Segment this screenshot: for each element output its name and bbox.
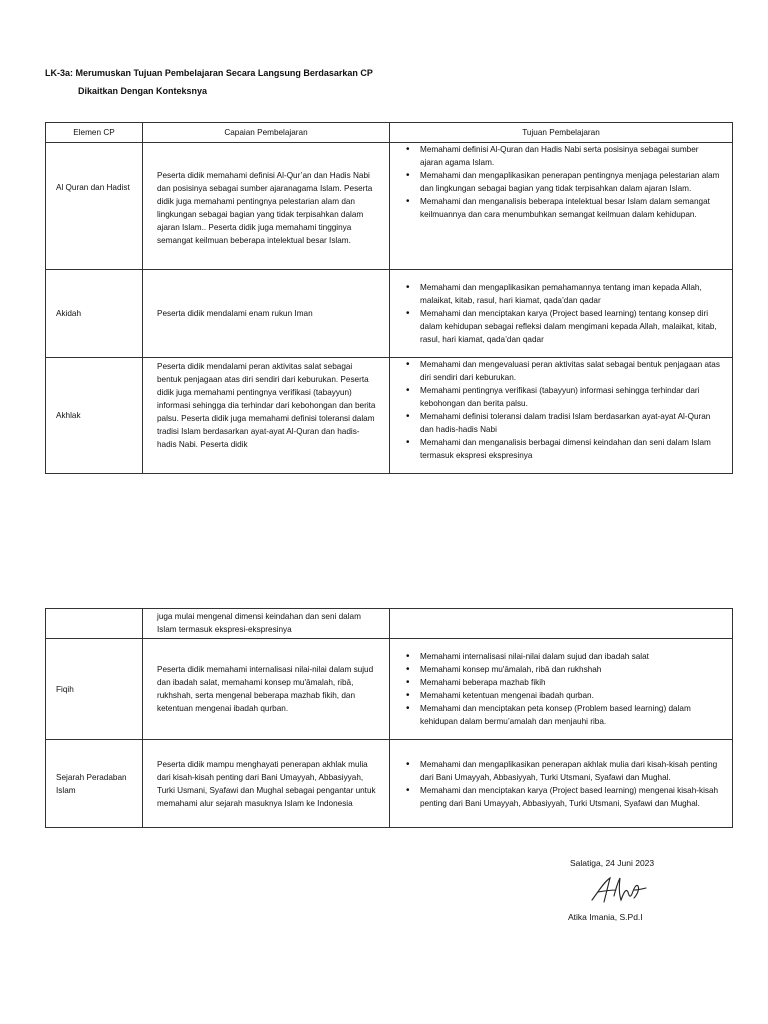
place-date: Salatiga, 24 Juni 2023 — [570, 858, 655, 868]
tujuan-cell — [390, 358, 733, 474]
table-row — [46, 639, 733, 740]
tujuan-item: • Memahami dan menciptakan karya (Project based learning) tentang konsep diri dalam kehidupan sebagai refleksi dalam mengimani kepada Allah, malaikat, kitab, rasul, hari kiamat, qada’dan qadar — [420, 307, 722, 346]
tujuan-item: • Memahami konsep mu'āmalah, ribā dan rukhshah — [420, 663, 722, 676]
tujuan-item: • Memahami dan menganalisis berbagai dimensi keindahan dan seni dalam Islam termasuk ekspresi ekspresinya — [420, 436, 722, 462]
tujuan-item: • Memahami definisi Al-Quran dan Hadis Nabi serta posisinya sebagai sumber ajaran agama Islam. — [420, 143, 722, 169]
tujuan-item: • Memahami dan menciptakan karya (Project based learning) mengenai kisah-kisah penting dari Bani Umayyah, Abbasiyyah, Turki Utsmani, Syafawi dan Mughal. — [420, 784, 722, 810]
tujuan-cell — [390, 609, 733, 639]
tujuan-item: • Memahami internalisasi nilai-nilai dalam sujud dan ibadah salat — [420, 650, 722, 663]
table-row — [46, 270, 733, 358]
tujuan-cell — [390, 143, 733, 270]
document-subtitle: Dikaitkan Dengan Konteksnya — [78, 86, 208, 96]
elemen-cell: Al Quran dan Hadist — [46, 143, 143, 270]
tujuan-item: • Memahami dan mengaplikasikan penerapan pentingnya menjaga pelestarian alam dan lingkungan sebagai bagian yang tidak terpisahkan dalam ajaran Islam. — [420, 169, 722, 195]
handwritten-signature — [588, 872, 648, 908]
capaian-cell: Peserta didik memahami internalisasi nilai-nilai dalam sujud dan ibadah salat, memahami konsep mu'āmalah, ribā, rukhshah, serta mengenal beberapa mazhab fikih, dan ketentuan mengenai ibadah qurban. — [143, 639, 390, 740]
tujuan-item: • Memahami dan menganalisis beberapa intelektual besar Islam dalam semangat keilmuannya dan cara menumbuhkan semangat keilmuan dalam kehidupan. — [420, 195, 722, 221]
capaian-cell: Peserta didik mampu menghayati penerapan akhlak mulia dari kisah-kisah penting dari Bani Umayyah, Abbasiyyah, Turki Usmani, Syafawi dan Mughal sebagai pengantar untuk memahami alur sejarah masuknya Islam ke Indonesia — [143, 740, 390, 828]
tujuan-item: • Memahami ketentuan mengenai ibadah qurban. — [420, 689, 722, 702]
tujuan-cell — [390, 740, 733, 828]
elemen-cell: Sejarah Peradaban Islam — [46, 740, 143, 828]
capaian-continuation-cell: juga mulai mengenal dimensi keindahan dan seni dalam Islam termasuk ekspresi-ekspresinya — [143, 609, 390, 639]
tujuan-item: • Memahami dan mengaplikasikan penerapan akhlak mulia dari kisah-kisah penting dari Bani Umayyah, Abbasiyyah, Turki Utsmani, Syafawi dan Mughal. — [420, 758, 722, 784]
document-title: LK-3a: Merumuskan Tujuan Pembelajaran Secara Langsung Berdasarkan CP — [45, 68, 373, 78]
tujuan-cell — [390, 639, 733, 740]
table-row — [46, 358, 733, 474]
column-header-tujuan: Tujuan Pembelajaran — [390, 123, 733, 143]
tujuan-item: • Memahami dan menciptakan peta konsep (Problem based learning) dalam kehidupan dalam bermu’amalah dan menjauhi riba. — [420, 702, 722, 728]
elemen-cell — [46, 609, 143, 639]
column-header-elemen: Elemen CP — [46, 123, 143, 143]
tujuan-item: • Memahami definisi toleransi dalam tradisi Islam berdasarkan ayat-ayat Al-Quran dan hadis-hadis Nabi — [420, 410, 722, 436]
tujuan-item: • Memahami dan mengevaluasi peran aktivitas salat sebagai bentuk penjagaan atas diri sendiri dari keburukan. — [420, 358, 722, 384]
tujuan-cell — [390, 270, 733, 358]
table-row — [46, 143, 733, 270]
table-header-row — [46, 123, 733, 143]
column-header-capaian: Capaian Pembelajaran — [143, 123, 390, 143]
tujuan-item: • Memahami dan mengaplikasikan pemahamannya tentang iman kepada Allah, malaikat, kitab, rasul, hari kiamat, qada’dan qadar — [420, 281, 722, 307]
cp-table-page1 — [45, 122, 733, 474]
elemen-cell: Akhlak — [46, 358, 143, 474]
table-row — [46, 609, 733, 639]
capaian-cell: Peserta didik memahami definisi Al-Qur’an dan Hadis Nabi dan posisinya sebagai sumber ajaranagama Islam. Peserta didik juga memahami pentingnya pelestarian alam dan lingkungan sebagai bagian yang tidak terpisahkan dalam ajaran Islam.. Peserta didik juga memahami tingginya semangat keilmuan beberapa intelektual besar Islam. — [143, 143, 390, 270]
elemen-cell: Akidah — [46, 270, 143, 358]
capaian-cell: Peserta didik mendalami peran aktivitas salat sebagai bentuk penjagaan atas diri sendiri dari keburukan. Peserta didik juga memahami pentingnya verifikasi (tabayyun) informasi sehingga dia terhindar dari kebohongan dan berita palsu. Peserta didik juga memahami definisi toleransi dalam tradisi Islam berdasarkan ayat-ayat Al-Quran dan hadis-hadis Nabi. Peserta didik — [143, 358, 390, 474]
cp-table-page2 — [45, 608, 733, 828]
tujuan-item: • Memahami beberapa mazhab fikih — [420, 676, 722, 689]
elemen-cell: Fiqih — [46, 639, 143, 740]
table-row — [46, 740, 733, 828]
signer-name: Atika Imania, S.Pd.I — [568, 912, 643, 922]
tujuan-item: • Memahami pentingnya verifikasi (tabayyun) informasi sehingga terhindar dari kebohongan dan berita palsu. — [420, 384, 722, 410]
capaian-cell: Peserta didik mendalami enam rukun Iman — [143, 270, 390, 358]
